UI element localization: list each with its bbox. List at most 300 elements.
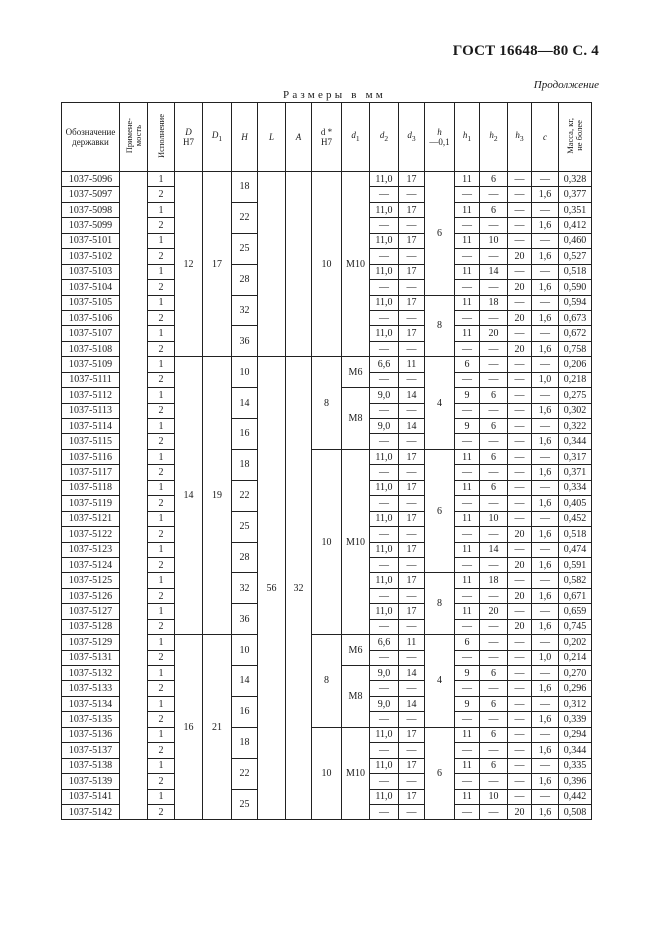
cell-d3: —: [399, 249, 425, 264]
cell-d: 16: [175, 635, 203, 820]
cell-c: 1,6: [532, 218, 559, 233]
col-applicability: Примене- мость: [120, 103, 148, 172]
cell-designation: 1037-5105: [62, 295, 120, 310]
cell-d3: —: [399, 557, 425, 572]
cell-h2: 10: [480, 511, 508, 526]
cell-h1: 11: [455, 326, 480, 341]
cell-designation: 1037-5128: [62, 619, 120, 634]
cell-designation: 1037-5103: [62, 264, 120, 279]
cell-mass: 0,460: [559, 233, 592, 248]
cell-h: 28: [232, 542, 258, 573]
cell-d3: —: [399, 774, 425, 789]
cell-d2: 11,0: [370, 573, 399, 588]
cell-h: 22: [232, 202, 258, 233]
cell-c: —: [532, 573, 559, 588]
cell-h2: 6: [480, 202, 508, 217]
cell-c: 1,6: [532, 403, 559, 418]
cell-c: 1,6: [532, 249, 559, 264]
cell-h1: —: [455, 712, 480, 727]
cell-c: 1,6: [532, 187, 559, 202]
cell-designation: 1037-5096: [62, 172, 120, 187]
cell-version: 1: [148, 511, 175, 526]
cell-d3: —: [399, 743, 425, 758]
cell-mass: 0,302: [559, 403, 592, 418]
cell-h1: —: [455, 804, 480, 819]
cell-h2: 6: [480, 419, 508, 434]
cell-c: 1,6: [532, 280, 559, 295]
cell-designation: 1037-5109: [62, 357, 120, 372]
cell-d3: 17: [399, 264, 425, 279]
cell-h2: —: [480, 774, 508, 789]
cell-h3: —: [508, 696, 532, 711]
cell-designation: 1037-5107: [62, 326, 120, 341]
holders-table: [61, 102, 592, 820]
cell-d3: —: [399, 496, 425, 511]
cell-designation: 1037-5132: [62, 666, 120, 681]
cell-h3: 20: [508, 280, 532, 295]
cell-h1: 11: [455, 573, 480, 588]
cell-h3: —: [508, 573, 532, 588]
cell-d2: 11,0: [370, 480, 399, 495]
cell-version: 1: [148, 666, 175, 681]
cell-mass: 0,673: [559, 310, 592, 325]
cell-d2: 9,0: [370, 419, 399, 434]
cell-c: —: [532, 758, 559, 773]
cell-mass: 0,206: [559, 357, 592, 372]
cell-version: 1: [148, 542, 175, 557]
cell-h: 22: [232, 758, 258, 789]
cell-h2: 6: [480, 449, 508, 464]
cell-h3: —: [508, 202, 532, 217]
cell-h3: 20: [508, 527, 532, 542]
cell-d1: M10: [342, 727, 370, 820]
cell-designation: 1037-5117: [62, 465, 120, 480]
cell-version: 2: [148, 588, 175, 603]
cell-version: 1: [148, 172, 175, 187]
cell-version: 1: [148, 696, 175, 711]
cell-version: 1: [148, 233, 175, 248]
cell-d: 10: [312, 449, 342, 634]
cell-h1: 9: [455, 388, 480, 403]
cell-a: 32: [286, 357, 312, 820]
cell-h2: 6: [480, 666, 508, 681]
cell-l: [258, 172, 286, 357]
cell-version: 2: [148, 804, 175, 819]
cell-version: 2: [148, 310, 175, 325]
cell-d3: —: [399, 650, 425, 665]
cell-h2: —: [480, 218, 508, 233]
cell-h2: —: [480, 588, 508, 603]
cell-h2: —: [480, 187, 508, 202]
cell-designation: 1037-5098: [62, 202, 120, 217]
cell-c: 1,6: [532, 681, 559, 696]
cell-d3: 11: [399, 357, 425, 372]
cell-d2: —: [370, 619, 399, 634]
cell-mass: 0,672: [559, 326, 592, 341]
cell-mass: 0,758: [559, 341, 592, 356]
cell-h3: —: [508, 712, 532, 727]
cell-d3: —: [399, 527, 425, 542]
cell-d3: —: [399, 465, 425, 480]
cell-mass: 0,412: [559, 218, 592, 233]
cell-d2: —: [370, 218, 399, 233]
cell-h1: —: [455, 403, 480, 418]
col-d: d * H7: [312, 103, 342, 172]
cell-d2: —: [370, 434, 399, 449]
cell-d2: —: [370, 280, 399, 295]
cell-h1: —: [455, 588, 480, 603]
cell-h1: —: [455, 774, 480, 789]
cell-d3: —: [399, 310, 425, 325]
cell-d2: —: [370, 774, 399, 789]
cell-d3: —: [399, 218, 425, 233]
cell-h2: 14: [480, 264, 508, 279]
cell-h1: —: [455, 372, 480, 387]
cell-version: 1: [148, 604, 175, 619]
cell-c: 1,6: [532, 619, 559, 634]
cell-mass: 0,474: [559, 542, 592, 557]
cell-h1: 11: [455, 758, 480, 773]
cell-h: 18: [232, 449, 258, 480]
cell-d2: 11,0: [370, 789, 399, 804]
cell-d3: 14: [399, 696, 425, 711]
cell-h1: 11: [455, 172, 480, 187]
cell-c: —: [532, 727, 559, 742]
cell-mass: 0,351: [559, 202, 592, 217]
cell-d2: —: [370, 249, 399, 264]
cell-c: 1,6: [532, 496, 559, 511]
cell-h3: —: [508, 774, 532, 789]
cell-h2: 14: [480, 542, 508, 557]
cell-version: 2: [148, 681, 175, 696]
cell-version: 1: [148, 789, 175, 804]
cell-version: 1: [148, 758, 175, 773]
cell-d1: 19: [203, 357, 232, 635]
cell-d: 14: [175, 357, 203, 635]
cell-d2: 11,0: [370, 202, 399, 217]
cell-d2: —: [370, 743, 399, 758]
cell-c: —: [532, 419, 559, 434]
cell-version: 2: [148, 619, 175, 634]
cell-h1: 11: [455, 542, 480, 557]
cell-h1: —: [455, 496, 480, 511]
cell-h1: 11: [455, 727, 480, 742]
cell-h2: —: [480, 712, 508, 727]
cell-h2: 6: [480, 172, 508, 187]
cell-c: —: [532, 480, 559, 495]
cell-c: —: [532, 202, 559, 217]
cell-d3: 17: [399, 789, 425, 804]
cell-h3: —: [508, 388, 532, 403]
cell-h3: 20: [508, 341, 532, 356]
cell-h1: 11: [455, 789, 480, 804]
cell-designation: 1037-5102: [62, 249, 120, 264]
col-mass: Масса, кг, не более: [559, 103, 592, 172]
cell-h2: 18: [480, 295, 508, 310]
cell-c: —: [532, 264, 559, 279]
cell-c: 1,6: [532, 712, 559, 727]
cell-d2: 11,0: [370, 511, 399, 526]
cell-h3: 20: [508, 557, 532, 572]
cell-mass: 0,328: [559, 172, 592, 187]
cell-h3: —: [508, 172, 532, 187]
cell-mass: 0,377: [559, 187, 592, 202]
cell-h: 36: [232, 604, 258, 635]
cell-h3: —: [508, 650, 532, 665]
cell-d2: —: [370, 310, 399, 325]
cell-designation: 1037-5118: [62, 480, 120, 495]
cell-designation: 1037-5112: [62, 388, 120, 403]
cell-h3: 20: [508, 619, 532, 634]
cell-h: 25: [232, 233, 258, 264]
cell-h2: —: [480, 527, 508, 542]
cell-d3: —: [399, 804, 425, 819]
cell-h2: —: [480, 341, 508, 356]
cell-h3: —: [508, 295, 532, 310]
cell-c: —: [532, 233, 559, 248]
col-D: D H7: [175, 103, 203, 172]
cell-h2: —: [480, 357, 508, 372]
cell-version: 2: [148, 249, 175, 264]
cell-designation: 1037-5139: [62, 774, 120, 789]
cell-version: 2: [148, 527, 175, 542]
cell-h1: —: [455, 465, 480, 480]
cell-d3: —: [399, 280, 425, 295]
cell-c: 1,6: [532, 588, 559, 603]
col-A: A: [286, 103, 312, 172]
cell-c: 1,6: [532, 804, 559, 819]
cell-version: 2: [148, 465, 175, 480]
cell-mass: 0,591: [559, 557, 592, 572]
cell-c: 1,6: [532, 743, 559, 758]
cell-version: 2: [148, 341, 175, 356]
cell-d2: —: [370, 804, 399, 819]
cell-d1: 17: [203, 172, 232, 357]
cell-d2: —: [370, 496, 399, 511]
cell-h: 32: [232, 573, 258, 604]
cell-h1: —: [455, 187, 480, 202]
cell-version: 1: [148, 635, 175, 650]
cell-h2: 6: [480, 727, 508, 742]
cell-h1: —: [455, 650, 480, 665]
cell-h1: 11: [455, 511, 480, 526]
cell-c: —: [532, 696, 559, 711]
cell-designation: 1037-5114: [62, 419, 120, 434]
cell-designation: 1037-5108: [62, 341, 120, 356]
cell-h3: —: [508, 372, 532, 387]
cell-d2: 9,0: [370, 666, 399, 681]
cell-h: 36: [232, 326, 258, 357]
cell-d3: 11: [399, 635, 425, 650]
cell-mass: 0,518: [559, 527, 592, 542]
cell-designation: 1037-5115: [62, 434, 120, 449]
cell-h1: —: [455, 249, 480, 264]
cell-h: 8: [425, 573, 455, 635]
cell-d3: —: [399, 434, 425, 449]
cell-h3: —: [508, 357, 532, 372]
cell-h2: —: [480, 280, 508, 295]
cell-d2: 11,0: [370, 326, 399, 341]
cell-h2: 6: [480, 480, 508, 495]
cell-h3: —: [508, 681, 532, 696]
cell-version: 1: [148, 573, 175, 588]
cell-c: —: [532, 789, 559, 804]
cell-h1: —: [455, 341, 480, 356]
cell-d3: —: [399, 712, 425, 727]
cell-c: 1,6: [532, 527, 559, 542]
cell-h3: —: [508, 187, 532, 202]
cell-mass: 0,335: [559, 758, 592, 773]
cell-mass: 0,296: [559, 681, 592, 696]
cell-c: —: [532, 604, 559, 619]
cell-designation: 1037-5133: [62, 681, 120, 696]
cell-designation: 1037-5104: [62, 280, 120, 295]
cell-mass: 0,508: [559, 804, 592, 819]
cell-h: 6: [425, 172, 455, 296]
cell-d: 8: [312, 635, 342, 728]
cell-mass: 0,452: [559, 511, 592, 526]
cell-designation: 1037-5125: [62, 573, 120, 588]
col-h1: $h_1$: [455, 103, 480, 172]
cell-d3: —: [399, 588, 425, 603]
cell-d: 10: [312, 172, 342, 357]
cell-h1: 9: [455, 666, 480, 681]
cell-d3: 17: [399, 542, 425, 557]
cell-mass: 0,218: [559, 372, 592, 387]
cell-h2: —: [480, 465, 508, 480]
cell-version: 1: [148, 264, 175, 279]
cell-designation: 1037-5099: [62, 218, 120, 233]
cell-d2: 11,0: [370, 295, 399, 310]
cell-c: —: [532, 635, 559, 650]
cell-h1: 9: [455, 696, 480, 711]
cell-mass: 0,334: [559, 480, 592, 495]
cell-designation: 1037-5127: [62, 604, 120, 619]
cell-h3: —: [508, 789, 532, 804]
cell-mass: 0,659: [559, 604, 592, 619]
cell-c: 1,6: [532, 774, 559, 789]
cell-h: 14: [232, 666, 258, 697]
cell-designation: 1037-5113: [62, 403, 120, 418]
table-row: [62, 172, 592, 187]
cell-h3: —: [508, 542, 532, 557]
cell-h1: 11: [455, 295, 480, 310]
cell-c: —: [532, 357, 559, 372]
cell-h2: 20: [480, 604, 508, 619]
cell-d3: —: [399, 619, 425, 634]
cell-d3: —: [399, 341, 425, 356]
cell-h: 32: [232, 295, 258, 326]
cell-d1: M10: [342, 449, 370, 634]
cell-h3: —: [508, 449, 532, 464]
cell-h: 10: [232, 635, 258, 666]
cell-h3: —: [508, 727, 532, 742]
cell-h3: 20: [508, 310, 532, 325]
cell-designation: 1037-5106: [62, 310, 120, 325]
cell-h2: —: [480, 743, 508, 758]
cell-mass: 0,322: [559, 419, 592, 434]
cell-designation: 1037-5097: [62, 187, 120, 202]
cell-version: 1: [148, 326, 175, 341]
cell-d2: —: [370, 372, 399, 387]
cell-designation: 1037-5141: [62, 789, 120, 804]
cell-h1: —: [455, 527, 480, 542]
cell-d: 8: [312, 357, 342, 450]
cell-h: 25: [232, 511, 258, 542]
cell-c: 1,6: [532, 341, 559, 356]
cell-d3: —: [399, 372, 425, 387]
cell-designation: 1037-5136: [62, 727, 120, 742]
cell-designation: 1037-5135: [62, 712, 120, 727]
table-body: [62, 172, 592, 820]
cell-h: 10: [232, 357, 258, 388]
cell-version: 2: [148, 218, 175, 233]
cell-c: —: [532, 388, 559, 403]
cell-h2: —: [480, 249, 508, 264]
cell-d2: 9,0: [370, 696, 399, 711]
cell-mass: 0,371: [559, 465, 592, 480]
cell-version: 2: [148, 712, 175, 727]
cell-c: —: [532, 449, 559, 464]
col-h2: $h_2$: [480, 103, 508, 172]
col-h3: $h_3$: [508, 103, 532, 172]
cell-d2: 11,0: [370, 604, 399, 619]
cell-d3: 17: [399, 233, 425, 248]
cell-c: 1,6: [532, 310, 559, 325]
cell-d3: 17: [399, 511, 425, 526]
cell-version: 1: [148, 388, 175, 403]
col-d2: $d_2$: [370, 103, 399, 172]
cell-mass: 0,344: [559, 434, 592, 449]
cell-h2: —: [480, 372, 508, 387]
cell-d1: 21: [203, 635, 232, 820]
cell-h3: —: [508, 218, 532, 233]
cell-d2: 6,6: [370, 357, 399, 372]
cell-h: 6: [425, 727, 455, 820]
cell-h3: 20: [508, 804, 532, 819]
cell-d3: —: [399, 187, 425, 202]
cell-version: 1: [148, 449, 175, 464]
cell-mass: 0,594: [559, 295, 592, 310]
cell-version: 2: [148, 557, 175, 572]
cell-h3: —: [508, 758, 532, 773]
cell-d2: —: [370, 403, 399, 418]
cell-d2: —: [370, 527, 399, 542]
cell-h3: —: [508, 496, 532, 511]
cell-h3: —: [508, 264, 532, 279]
cell-h1: 9: [455, 419, 480, 434]
cell-d1: M8: [342, 666, 370, 728]
cell-h1: 11: [455, 202, 480, 217]
cell-mass: 0,317: [559, 449, 592, 464]
cell-h2: —: [480, 434, 508, 449]
cell-mass: 0,442: [559, 789, 592, 804]
cell-d: 12: [175, 172, 203, 357]
cell-mass: 0,582: [559, 573, 592, 588]
cell-d2: —: [370, 681, 399, 696]
cell-mass: 0,270: [559, 666, 592, 681]
cell-h1: —: [455, 743, 480, 758]
cell-c: —: [532, 295, 559, 310]
cell-designation: 1037-5123: [62, 542, 120, 557]
cell-d3: 17: [399, 449, 425, 464]
cell-designation: 1037-5131: [62, 650, 120, 665]
cell-h3: —: [508, 604, 532, 619]
cell-designation: 1037-5126: [62, 588, 120, 603]
cell-designation: 1037-5116: [62, 449, 120, 464]
cell-d2: 6,6: [370, 635, 399, 650]
cell-version: 1: [148, 727, 175, 742]
